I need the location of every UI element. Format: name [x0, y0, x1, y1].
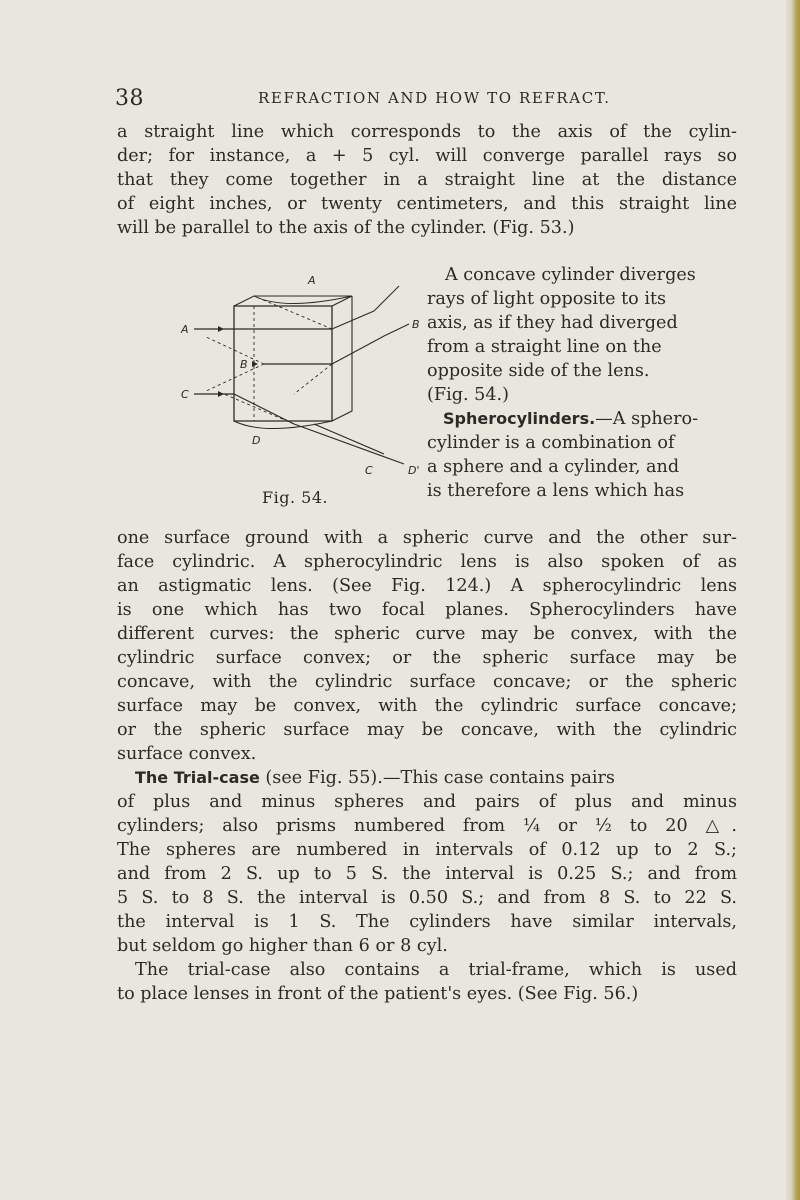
text-line: to place lenses in front of the patient's eyes. (See Fig. 56.): [117, 984, 639, 1004]
text-line: will be parallel to the axis of the cylinder. (Fig. 53.): [117, 218, 575, 238]
top-paragraph: [117, 120, 737, 240]
text-line: of eight inches, or twenty centimeters, and this straight line: [117, 194, 737, 214]
text-line: opposite side of the lens.: [427, 361, 650, 381]
text-line: cylindric surface convex; or the spheric surface may be: [117, 648, 737, 668]
text-line: from a straight line on the: [427, 337, 662, 357]
text-line: der; for instance, a + 5 cyl. will converge parallel rays so: [117, 146, 737, 166]
label-a-left: A: [181, 323, 189, 336]
text-line: or the spheric surface may be concave, with the cylindric: [117, 720, 737, 740]
text-line: of plus and minus spheres and pairs of plus and minus: [117, 792, 737, 812]
text-line: surface convex.: [117, 744, 257, 764]
label-b-right: B: [412, 318, 420, 331]
page-number: 38: [115, 86, 144, 111]
text-line: A concave cylinder diverges: [445, 265, 696, 285]
text-line: an astigmatic lens. (See Fig. 124.) A spherocylindric lens: [117, 576, 737, 596]
text-line: face cylindric. A spherocylindric lens is also spoken of as: [117, 552, 737, 572]
text-line: The trial-case also contains a trial-frame, which is used: [135, 960, 737, 980]
text-line: the interval is 1 S. The cylinders have similar intervals,: [117, 912, 737, 932]
text-line: [117, 766, 737, 790]
label-d-bottom: D': [408, 464, 420, 477]
text-line: 5 S. to 8 S. the interval is 0.50 S.; and from 8 S. to 22 S.: [117, 888, 737, 908]
text-line: axis, as if they had diverged: [427, 313, 678, 333]
label-c-left: C: [181, 388, 189, 401]
text-line: is one which has two focal planes. Spherocylinders have: [117, 600, 737, 620]
figure-54: [181, 274, 424, 506]
text-line: (Fig. 54.): [427, 385, 509, 405]
label-d-inner: D: [252, 434, 261, 447]
body-paragraph: [117, 526, 737, 766]
label-c-bottom: C: [365, 464, 373, 477]
label-a-top: A: [308, 274, 316, 287]
running-head: REFRACTION AND HOW TO REFRACT.: [258, 89, 611, 107]
text-line: —A sphero-: [595, 409, 699, 429]
text-line: cylinder is a combination of: [427, 433, 675, 453]
text-line: rays of light opposite to its: [427, 289, 667, 309]
text-line: and from 2 S. up to 5 S. the interval is 0.25 S.; and from: [117, 864, 737, 884]
text-line: concave, with the cylindric surface concave; or the spheric: [117, 672, 737, 692]
page-edge: [786, 0, 800, 1200]
text-line: that they come together in a straight line at the distance: [117, 170, 737, 190]
text-line: but seldom go higher than 6 or 8 cyl.: [117, 936, 448, 956]
text-line: a sphere and a cylinder, and: [427, 457, 680, 477]
text-line: surface may be convex, with the cylindric surface concave;: [117, 696, 737, 716]
text-line: The spheres are numbered in intervals of 0.12 up to 2 S.;: [117, 840, 737, 860]
section-heading-spherocylinders: Spherocylinders.: [443, 409, 596, 428]
cylinder-diagram: [181, 274, 424, 506]
section-heading-trial-case: The Trial-case: [135, 768, 260, 787]
text-line: [427, 407, 737, 431]
text-line: cylinders; also prisms numbered from ¼ or ½ to 20 △.: [117, 816, 737, 836]
trial-case-paragraph: [117, 766, 737, 958]
figure-caption: Fig. 54.: [262, 488, 329, 507]
text-line: (see Fig. 55).—This case contains pairs: [259, 768, 615, 788]
label-b-inner: B: [240, 358, 248, 371]
text-line: one surface ground with a spheric curve and the other sur-: [117, 528, 737, 548]
side-paragraph: [427, 263, 737, 503]
text-line: different curves: the spheric curve may be convex, with the: [117, 624, 737, 644]
trial-frame-paragraph: [117, 958, 737, 1006]
text-line: a straight line which corresponds to the axis of the cylin-: [117, 122, 737, 142]
text-line: is therefore a lens which has: [427, 481, 685, 501]
